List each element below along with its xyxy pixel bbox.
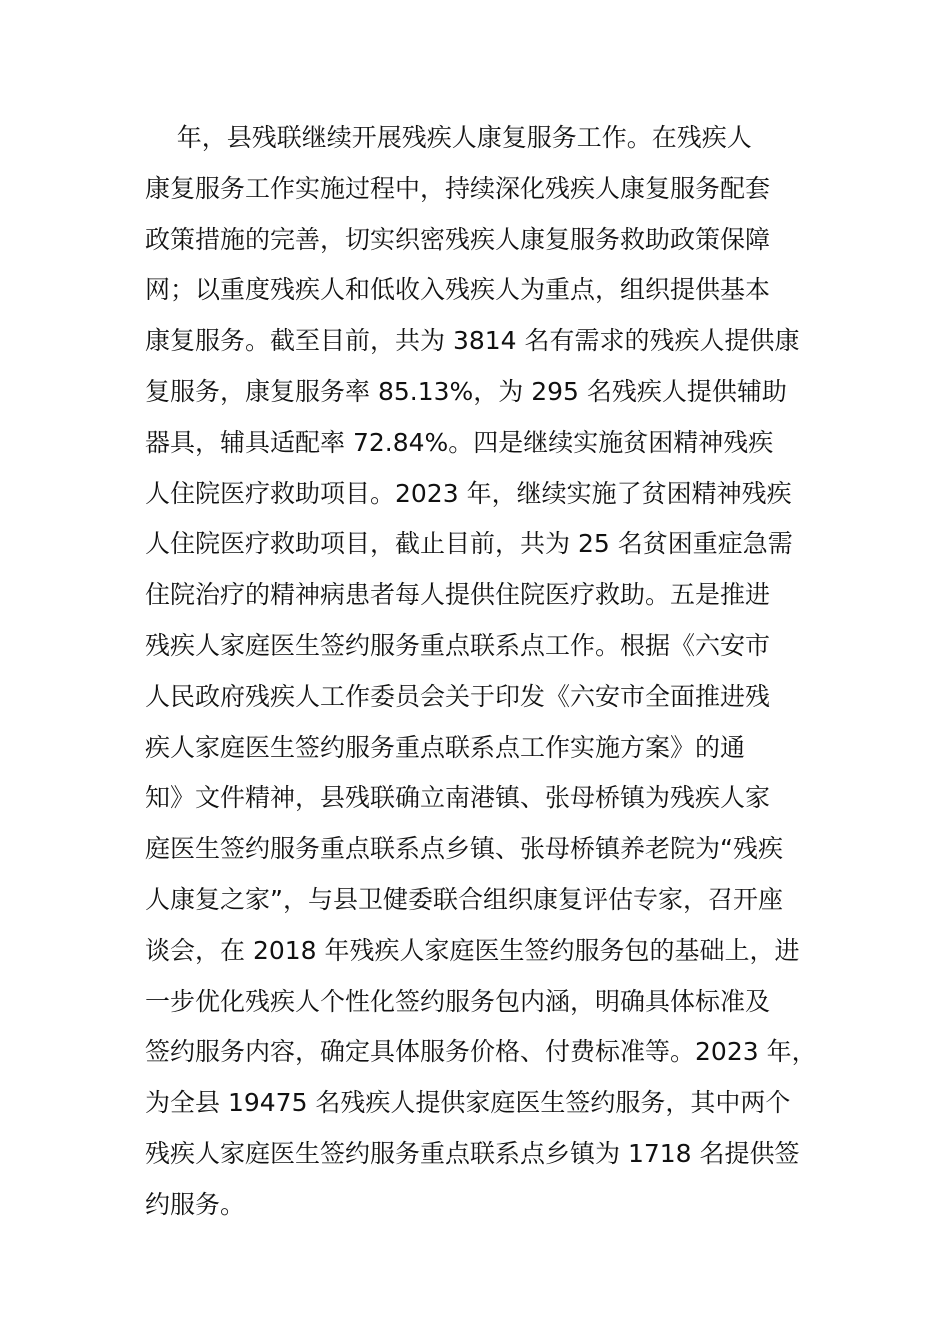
text-line: 年，县残联继续开展残疾人康复服务工作。在残疾人 bbox=[145, 123, 752, 152]
text-line: 约服务。 bbox=[145, 1189, 246, 1219]
body-paragraph bbox=[145, 113, 845, 1231]
text-line: 庭医生签约服务重点联系点乡镇、张母桥镇养老院为“残疾 bbox=[145, 834, 783, 864]
text-line: 残疾人家庭医生签约服务重点联系点工作。根据《六安市 bbox=[145, 630, 771, 660]
text-line: 人住院医疗救助项目，截止目前，共为 25 名贫困重症急需 bbox=[145, 529, 793, 559]
text-line: 人住院医疗救助项目。2023 年，继续实施了贫困精神残疾 bbox=[145, 478, 792, 508]
text-line: 为全县 19475 名残疾人提供家庭医生签约服务，其中两个 bbox=[145, 1088, 791, 1118]
text-line: 谈会，在 2018 年残疾人家庭医生签约服务包的基础上，进 bbox=[145, 935, 800, 965]
text-line: 康复服务。截至目前，共为 3814 名有需求的残疾人提供康 bbox=[145, 326, 800, 356]
text-line: 残疾人家庭医生签约服务重点联系点乡镇为 1718 名提供签 bbox=[145, 1138, 800, 1168]
text-line: 政策措施的完善，切实织密残疾人康复服务救助政策保障 bbox=[145, 224, 771, 254]
text-line: 人民政府残疾人工作委员会关于印发《六安市全面推进残 bbox=[145, 681, 771, 711]
text-line: 住院治疗的精神病患者每人提供住院医疗救助。五是推进 bbox=[145, 580, 771, 610]
text-line: 签约服务内容，确定具体服务价格、付费标准等。2023 年， bbox=[145, 1037, 817, 1067]
text-line: 康复服务工作实施过程中，持续深化残疾人康复服务配套 bbox=[145, 173, 771, 203]
text-line: 人康复之家”，与县卫健委联合组织康复评估专家，召开座 bbox=[145, 884, 783, 914]
text-line: 一步优化残疾人个性化签约服务包内涵，明确具体标准及 bbox=[145, 986, 771, 1016]
text-line: 网；以重度残疾人和低收入残疾人为重点，组织提供基本 bbox=[145, 275, 771, 305]
text-line: 知》文件精神，县残联确立南港镇、张母桥镇为残疾人家 bbox=[145, 783, 771, 813]
text-line: 疾人家庭医生签约服务重点联系点工作实施方案》的通 bbox=[145, 732, 746, 762]
text-line: 器具，辅具适配率 72.84%。四是继续实施贫困精神残疾 bbox=[145, 427, 774, 457]
text-line: 复服务，康复服务率 85.13%，为 295 名残疾人提供辅助 bbox=[145, 376, 787, 406]
